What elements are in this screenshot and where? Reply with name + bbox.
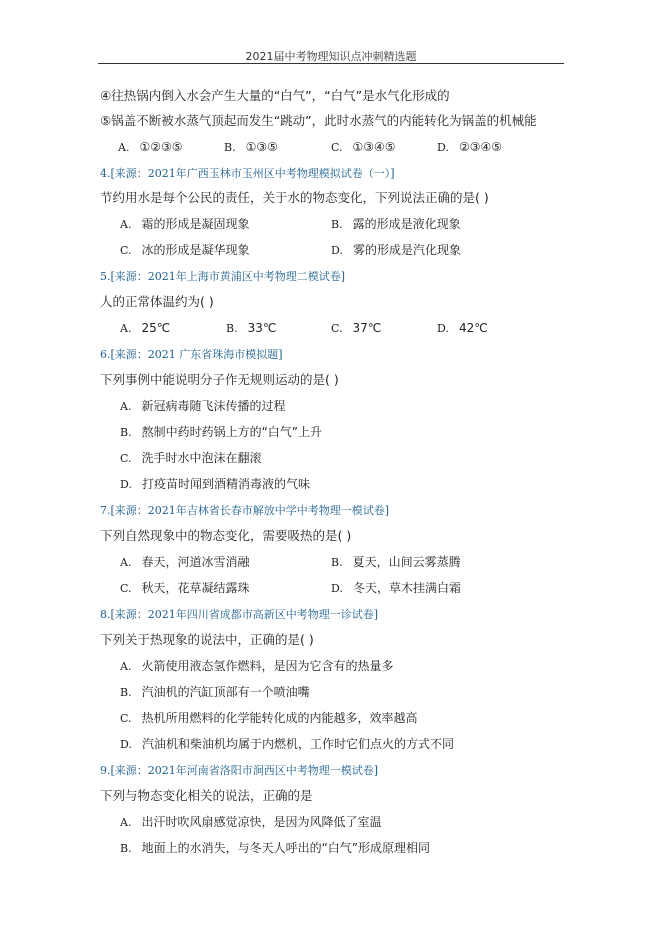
q3-statement-4: ④往热锅内倒入水会产生大量的“白气”，“白气”是水气化形成的 [100,88,450,103]
q6-option-c: C. 洗手时水中泡沫在翻滚 [120,451,262,465]
q9-option-b: B. 地面上的水消失，与冬天人呼出的“白气”形成原理相同 [120,841,431,855]
q7-option-b: B. 夏天，山间云雾蒸腾 [331,555,461,569]
q4-option-d: D. 雾的形成是汽化现象 [331,243,461,257]
q5-source: 5.[来源：2021年上海市黄浦区中考物理二模试卷] [100,270,346,283]
q7-source: 7.[来源：2021年吉林省长春市解放中学中考物理一模试卷] [100,504,390,517]
q8-option-c: C. 热机所用燃料的化学能转化成的内能越多，效率越高 [120,711,418,725]
q4-option-a: A. 霜的形成是凝固现象 [120,217,250,231]
q3-option-a: A. ①②③⑤ [118,140,183,154]
q5-option-b: B. 33℃ [226,321,277,335]
q4-source: 4.[来源：2021年广西玉林市玉州区中考物理模拟试卷（一）] [100,167,395,180]
q3-statement-5: ⑤锅盖不断被水蒸气顶起而发生“跳动”，此时水蒸气的内能转化为锅盖的机械能 [100,113,537,128]
q8-source: 8.[来源：2021年四川省成都市高新区中考物理一诊试卷] [100,608,379,621]
q4-option-b: B. 露的形成是液化现象 [331,217,461,231]
q4-stem: 节约用水是每个公民的责任，关于水的物态变化，下列说法正确的是( ) [100,190,489,205]
q6-option-b: B. 熬制中药时药锅上方的“白气”上升 [120,425,323,439]
header-divider [98,63,564,64]
q8-option-a: A. 火箭使用液态氢作燃料，是因为它含有的热量多 [120,659,394,673]
q6-source: 6.[来源：2021 广东省珠海市模拟题] [100,348,283,361]
q6-option-d: D. 打疫苗时闻到酒精消毒液的气味 [120,477,310,491]
q5-option-c: C. 37℃ [331,321,382,335]
q8-option-d: D. 汽油机和柴油机均属于内燃机，工作时它们点火的方式不同 [120,737,454,751]
page-header: 2021届中考物理知识点冲刺精选题 [245,50,417,63]
q5-option-d: D. 42℃ [437,321,488,335]
q3-option-b: B. ①③⑤ [224,140,278,154]
q8-stem: 下列关于热现象的说法中，正确的是( ) [100,632,314,647]
q7-option-d: D. 冬天，草木挂满白霜 [331,581,461,595]
q3-option-d: D. ②③④⑤ [437,140,502,154]
q5-stem: 人的正常体温约为( ) [100,294,214,309]
q6-stem: 下列事例中能说明分子作无规则运动的是( ) [100,372,339,387]
q8-option-b: B. 汽油机的汽缸顶部有一个喷油嘴 [120,685,310,699]
q3-option-c: C. ①③④⑤ [331,140,396,154]
q9-option-a: A. 出汗时吹风扇感觉凉快，是因为风降低了室温 [120,815,382,829]
q5-option-a: A. 25℃ [120,321,171,335]
q9-stem: 下列与物态变化相关的说法，正确的是 [100,788,313,803]
q4-option-c: C. 冰的形成是凝华现象 [120,243,250,257]
q6-option-a: A. 新冠病毒随飞沫传播的过程 [120,399,286,413]
q7-stem: 下列自然现象中的物态变化，需要吸热的是( ) [100,528,352,543]
q7-option-a: A. 春天，河道冰雪消融 [120,555,250,569]
q7-option-c: C. 秋天，花草凝结露珠 [120,581,250,595]
q9-source: 9.[来源：2021年河南省洛阳市涧西区中考物理一模试卷] [100,764,379,777]
